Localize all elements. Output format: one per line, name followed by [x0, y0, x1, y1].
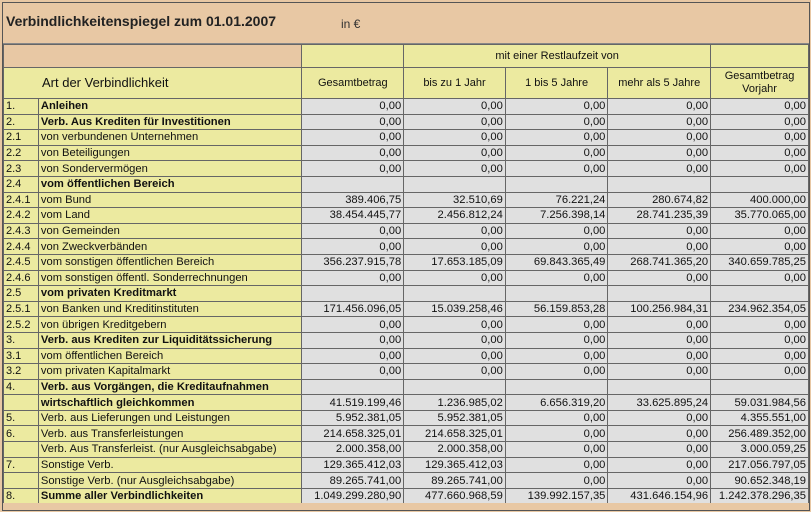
- cell-gesamtbetrag[interactable]: 356.237.915,78: [302, 254, 404, 270]
- cell-mehr-als-5-jahre[interactable]: 0,00: [608, 270, 711, 286]
- cell-gesamtbetrag[interactable]: 0,00: [302, 239, 404, 255]
- table-row: [4, 395, 809, 411]
- cell-gesamtbetrag[interactable]: 171.456.096,05: [302, 301, 404, 317]
- cell-1-bis-5-jahre[interactable]: 0,00: [505, 348, 608, 364]
- cell-mehr-als-5-jahre[interactable]: 0,00: [608, 317, 711, 333]
- table-row: [4, 442, 809, 458]
- cell-bis-1-jahr[interactable]: 2.456.812,24: [404, 208, 506, 224]
- cell-bis-1-jahr[interactable]: 0,00: [404, 332, 506, 348]
- row-label[interactable]: vom privaten Kreditmarkt: [38, 286, 302, 302]
- row-code[interactable]: 3.1: [4, 348, 39, 364]
- row-label[interactable]: vom sonstigen öffentl. Sonderrechnungen: [38, 270, 302, 286]
- table-row: [4, 239, 809, 255]
- cell-bis-1-jahr[interactable]: [404, 176, 506, 192]
- cell-bis-1-jahr[interactable]: 15.039.258,46: [404, 301, 506, 317]
- cell-gesamtbetrag-vorjahr[interactable]: 0,00: [711, 348, 809, 364]
- cell-1-bis-5-jahre[interactable]: 0,00: [505, 130, 608, 146]
- cell-1-bis-5-jahre[interactable]: 0,00: [505, 473, 608, 489]
- cell-1-bis-5-jahre[interactable]: 56.159.853,28: [505, 301, 608, 317]
- column-header-art: Art der Verbindlichkeit: [4, 68, 302, 99]
- row-label[interactable]: von Beteiligungen: [38, 145, 302, 161]
- row-code[interactable]: 1.: [4, 99, 39, 115]
- cell-bis-1-jahr[interactable]: [404, 379, 506, 395]
- row-label[interactable]: von Banken und Kreditinstituten: [38, 301, 302, 317]
- row-code[interactable]: 2.5: [4, 286, 39, 302]
- table-row: [4, 270, 809, 286]
- column-header-bis-1-jahr: bis zu 1 Jahr: [404, 68, 506, 99]
- cell-bis-1-jahr[interactable]: 0,00: [404, 317, 506, 333]
- cell-bis-1-jahr[interactable]: 89.265.741,00: [404, 473, 506, 489]
- cell-mehr-als-5-jahre[interactable]: 0,00: [608, 332, 711, 348]
- table-row: [4, 332, 809, 348]
- row-label[interactable]: vom öffentlichen Bereich: [38, 176, 302, 192]
- row-label[interactable]: Sonstige Verb. (nur Ausgleichsabgabe): [38, 473, 302, 489]
- row-label[interactable]: Summe aller Verbindlichkeiten: [38, 488, 302, 503]
- row-label[interactable]: Verb. Aus Transferleist. (nur Ausgleichsabgabe): [38, 442, 302, 458]
- cell-gesamtbetrag[interactable]: [302, 379, 404, 395]
- row-code[interactable]: 2.3: [4, 161, 39, 177]
- row-label[interactable]: Sonstige Verb.: [38, 457, 302, 473]
- cell-mehr-als-5-jahre[interactable]: 0,00: [608, 426, 711, 442]
- cell-bis-1-jahr[interactable]: 0,00: [404, 348, 506, 364]
- row-label[interactable]: von übrigen Kreditgebern: [38, 317, 302, 333]
- table-row: [4, 99, 809, 115]
- cell-gesamtbetrag[interactable]: 0,00: [302, 223, 404, 239]
- cell-bis-1-jahr[interactable]: 0,00: [404, 130, 506, 146]
- row-label[interactable]: Anleihen: [38, 99, 302, 115]
- cell-1-bis-5-jahre[interactable]: 0,00: [505, 317, 608, 333]
- cell-bis-1-jahr[interactable]: 1.236.985,02: [404, 395, 506, 411]
- row-label[interactable]: von verbundenen Unternehmen: [38, 130, 302, 146]
- cell-bis-1-jahr[interactable]: 477.660.968,59: [404, 488, 506, 503]
- row-code[interactable]: 6.: [4, 426, 39, 442]
- row-label[interactable]: vom privaten Kapitalmarkt: [38, 364, 302, 380]
- cell-gesamtbetrag-vorjahr[interactable]: 0,00: [711, 317, 809, 333]
- cell-mehr-als-5-jahre[interactable]: 0,00: [608, 223, 711, 239]
- cell-mehr-als-5-jahre[interactable]: 0,00: [608, 442, 711, 458]
- table-row: [4, 145, 809, 161]
- cell-bis-1-jahr[interactable]: 17.653.185,09: [404, 254, 506, 270]
- cell-gesamtbetrag-vorjahr[interactable]: [711, 379, 809, 395]
- cell-bis-1-jahr[interactable]: 2.000.358,00: [404, 442, 506, 458]
- row-code[interactable]: [4, 473, 39, 489]
- header-spacer-cell: [4, 45, 302, 68]
- cell-gesamtbetrag-vorjahr[interactable]: [711, 176, 809, 192]
- cell-gesamtbetrag[interactable]: [302, 176, 404, 192]
- cell-bis-1-jahr[interactable]: 0,00: [404, 270, 506, 286]
- cell-gesamtbetrag[interactable]: 129.365.412,03: [302, 457, 404, 473]
- table-row: [4, 426, 809, 442]
- cell-gesamtbetrag[interactable]: 0,00: [302, 348, 404, 364]
- cell-gesamtbetrag-vorjahr[interactable]: 0,00: [711, 99, 809, 115]
- cell-1-bis-5-jahre[interactable]: 0,00: [505, 426, 608, 442]
- cell-gesamtbetrag[interactable]: 0,00: [302, 161, 404, 177]
- cell-1-bis-5-jahre[interactable]: 0,00: [505, 161, 608, 177]
- row-label[interactable]: vom öffentlichen Bereich: [38, 348, 302, 364]
- row-label[interactable]: Verb. aus Krediten zur Liquiditätssicherung: [38, 332, 302, 348]
- cell-gesamtbetrag[interactable]: 38.454.445,77: [302, 208, 404, 224]
- cell-gesamtbetrag-vorjahr[interactable]: [711, 286, 809, 302]
- cell-gesamtbetrag-vorjahr[interactable]: 0,00: [711, 145, 809, 161]
- cell-mehr-als-5-jahre[interactable]: [608, 286, 711, 302]
- cell-mehr-als-5-jahre[interactable]: 0,00: [608, 473, 711, 489]
- row-code[interactable]: 7.: [4, 457, 39, 473]
- table-row: [4, 301, 809, 317]
- cell-gesamtbetrag[interactable]: 2.000.358,00: [302, 442, 404, 458]
- liabilities-table: [3, 44, 809, 503]
- cell-gesamtbetrag[interactable]: 214.658.325,01: [302, 426, 404, 442]
- cell-gesamtbetrag-vorjahr[interactable]: 256.489.352,00: [711, 426, 809, 442]
- cell-gesamtbetrag[interactable]: [302, 286, 404, 302]
- cell-gesamtbetrag-vorjahr[interactable]: 0,00: [711, 270, 809, 286]
- cell-mehr-als-5-jahre[interactable]: 280.674,82: [608, 192, 711, 208]
- cell-mehr-als-5-jahre[interactable]: 0,00: [608, 239, 711, 255]
- table-row: [4, 410, 809, 426]
- row-label[interactable]: von Sondervermögen: [38, 161, 302, 177]
- cell-1-bis-5-jahre[interactable]: 0,00: [505, 223, 608, 239]
- cell-gesamtbetrag[interactable]: 5.952.381,05: [302, 410, 404, 426]
- cell-bis-1-jahr[interactable]: 0,00: [404, 161, 506, 177]
- cell-1-bis-5-jahre[interactable]: 0,00: [505, 457, 608, 473]
- cell-gesamtbetrag[interactable]: 0,00: [302, 114, 404, 130]
- cell-mehr-als-5-jahre[interactable]: 0,00: [608, 348, 711, 364]
- cell-mehr-als-5-jahre[interactable]: 28.741.235,39: [608, 208, 711, 224]
- cell-mehr-als-5-jahre[interactable]: [608, 379, 711, 395]
- cell-gesamtbetrag-vorjahr[interactable]: 234.962.354,05: [711, 301, 809, 317]
- cell-gesamtbetrag-vorjahr[interactable]: 0,00: [711, 130, 809, 146]
- cell-bis-1-jahr[interactable]: 0,00: [404, 114, 506, 130]
- cell-bis-1-jahr[interactable]: 0,00: [404, 239, 506, 255]
- column-header-gesamtbetrag-vorjahr: Gesamtbetrag Vorjahr: [711, 68, 809, 99]
- cell-1-bis-5-jahre[interactable]: 0,00: [505, 332, 608, 348]
- cell-1-bis-5-jahre[interactable]: [505, 176, 608, 192]
- cell-gesamtbetrag-vorjahr[interactable]: 0,00: [711, 239, 809, 255]
- row-label[interactable]: Verb. aus Vorgängen, die Kreditaufnahmen: [38, 379, 302, 395]
- cell-mehr-als-5-jahre[interactable]: 0,00: [608, 114, 711, 130]
- row-code[interactable]: 2.2: [4, 145, 39, 161]
- cell-1-bis-5-jahre[interactable]: 0,00: [505, 99, 608, 115]
- row-code[interactable]: [4, 442, 39, 458]
- cell-gesamtbetrag-vorjahr[interactable]: 3.000.059,25: [711, 442, 809, 458]
- page-title: Verbindlichkeitenspiegel zum 01.01.2007: [6, 13, 277, 29]
- cell-gesamtbetrag-vorjahr[interactable]: 340.659.785,25: [711, 254, 809, 270]
- table-row: [4, 161, 809, 177]
- table-row: [4, 488, 809, 503]
- spreadsheet-window: [2, 2, 810, 511]
- row-code[interactable]: 2.4.4: [4, 239, 39, 255]
- row-label[interactable]: von Zweckverbänden: [38, 239, 302, 255]
- cell-bis-1-jahr[interactable]: 0,00: [404, 99, 506, 115]
- cell-gesamtbetrag-vorjahr[interactable]: 217.056.797,05: [711, 457, 809, 473]
- cell-1-bis-5-jahre[interactable]: 0,00: [505, 442, 608, 458]
- cell-1-bis-5-jahre[interactable]: 0,00: [505, 364, 608, 380]
- header-row-spacer: [4, 45, 809, 68]
- row-code[interactable]: 2.5.1: [4, 301, 39, 317]
- table-row: [4, 364, 809, 380]
- cell-1-bis-5-jahre[interactable]: [505, 379, 608, 395]
- cell-gesamtbetrag-vorjahr[interactable]: 0,00: [711, 114, 809, 130]
- cell-mehr-als-5-jahre[interactable]: 100.256.984,31: [608, 301, 711, 317]
- cell-bis-1-jahr[interactable]: 0,00: [404, 145, 506, 161]
- cell-1-bis-5-jahre[interactable]: 76.221,24: [505, 192, 608, 208]
- cell-gesamtbetrag[interactable]: 0,00: [302, 99, 404, 115]
- table-row: [4, 348, 809, 364]
- row-label[interactable]: vom sonstigen öffentlichen Bereich: [38, 254, 302, 270]
- row-code[interactable]: 3.: [4, 332, 39, 348]
- cell-1-bis-5-jahre[interactable]: 6.656.319,20: [505, 395, 608, 411]
- cell-gesamtbetrag[interactable]: 1.049.299.280,90: [302, 488, 404, 503]
- row-code[interactable]: 5.: [4, 410, 39, 426]
- row-label[interactable]: wirtschaftlich gleichkommen: [38, 395, 302, 411]
- cell-mehr-als-5-jahre[interactable]: 0,00: [608, 161, 711, 177]
- cell-bis-1-jahr[interactable]: 129.365.412,03: [404, 457, 506, 473]
- row-code[interactable]: 2.4.6: [4, 270, 39, 286]
- cell-gesamtbetrag[interactable]: 389.406,75: [302, 192, 404, 208]
- row-code[interactable]: 2.4: [4, 176, 39, 192]
- cell-gesamtbetrag[interactable]: 89.265.741,00: [302, 473, 404, 489]
- row-code[interactable]: 4.: [4, 379, 39, 395]
- table-row: [4, 286, 809, 302]
- table-row: [4, 317, 809, 333]
- row-label[interactable]: vom Bund: [38, 192, 302, 208]
- cell-mehr-als-5-jahre[interactable]: 0,00: [608, 145, 711, 161]
- cell-bis-1-jahr[interactable]: 0,00: [404, 364, 506, 380]
- cell-mehr-als-5-jahre[interactable]: 33.625.895,24: [608, 395, 711, 411]
- cell-gesamtbetrag-vorjahr[interactable]: 0,00: [711, 364, 809, 380]
- cell-gesamtbetrag-vorjahr[interactable]: 0,00: [711, 223, 809, 239]
- title-bar: [3, 3, 809, 44]
- cell-1-bis-5-jahre[interactable]: 0,00: [505, 114, 608, 130]
- cell-bis-1-jahr[interactable]: 0,00: [404, 223, 506, 239]
- cell-bis-1-jahr[interactable]: [404, 286, 506, 302]
- table-row: [4, 473, 809, 489]
- cell-1-bis-5-jahre[interactable]: 7.256.398,14: [505, 208, 608, 224]
- cell-bis-1-jahr[interactable]: 214.658.325,01: [404, 426, 506, 442]
- header-blank-cell: [302, 45, 404, 68]
- cell-gesamtbetrag[interactable]: 0,00: [302, 364, 404, 380]
- cell-1-bis-5-jahre[interactable]: 0,00: [505, 239, 608, 255]
- header-group-label: mit einer Restlaufzeit von: [404, 45, 711, 68]
- row-label[interactable]: vom Land: [38, 208, 302, 224]
- cell-gesamtbetrag-vorjahr[interactable]: 1.242.378.296,35: [711, 488, 809, 503]
- row-code[interactable]: 2.4.1: [4, 192, 39, 208]
- cell-1-bis-5-jahre[interactable]: [505, 286, 608, 302]
- currency-label: in €: [341, 17, 361, 31]
- row-label[interactable]: Verb. aus Lieferungen und Leistungen: [38, 410, 302, 426]
- cell-gesamtbetrag[interactable]: 0,00: [302, 130, 404, 146]
- cell-gesamtbetrag-vorjahr[interactable]: 90.652.348,19: [711, 473, 809, 489]
- cell-bis-1-jahr[interactable]: 5.952.381,05: [404, 410, 506, 426]
- cell-1-bis-5-jahre[interactable]: 0,00: [505, 410, 608, 426]
- cell-gesamtbetrag[interactable]: 0,00: [302, 317, 404, 333]
- table-row: [4, 254, 809, 270]
- cell-gesamtbetrag[interactable]: 0,00: [302, 270, 404, 286]
- cell-gesamtbetrag[interactable]: 0,00: [302, 145, 404, 161]
- cell-mehr-als-5-jahre[interactable]: 268.741.365,20: [608, 254, 711, 270]
- cell-1-bis-5-jahre[interactable]: 69.843.365,49: [505, 254, 608, 270]
- table-row: [4, 192, 809, 208]
- row-code[interactable]: 2.: [4, 114, 39, 130]
- column-header-gesamtbetrag: Gesamtbetrag: [302, 68, 404, 99]
- table-row: [4, 208, 809, 224]
- cell-gesamtbetrag-vorjahr[interactable]: 0,00: [711, 161, 809, 177]
- row-code[interactable]: 8.: [4, 488, 39, 503]
- header-row-columns: [4, 68, 809, 99]
- cell-gesamtbetrag-vorjahr[interactable]: 0,00: [711, 332, 809, 348]
- cell-mehr-als-5-jahre[interactable]: 0,00: [608, 364, 711, 380]
- table-row: [4, 114, 809, 130]
- row-code[interactable]: 2.5.2: [4, 317, 39, 333]
- cell-bis-1-jahr[interactable]: 32.510,69: [404, 192, 506, 208]
- table-row: [4, 176, 809, 192]
- row-code[interactable]: 3.2: [4, 364, 39, 380]
- table-row: [4, 130, 809, 146]
- cell-gesamtbetrag[interactable]: 41.519.199,46: [302, 395, 404, 411]
- row-code[interactable]: 2.4.3: [4, 223, 39, 239]
- cell-gesamtbetrag-vorjahr[interactable]: 35.770.065,00: [711, 208, 809, 224]
- cell-gesamtbetrag-vorjahr[interactable]: 59.031.984,56: [711, 395, 809, 411]
- cell-mehr-als-5-jahre[interactable]: 0,00: [608, 410, 711, 426]
- column-header-1-bis-5-jahre: 1 bis 5 Jahre: [505, 68, 608, 99]
- table-row: [4, 223, 809, 239]
- row-code[interactable]: 2.4.5: [4, 254, 39, 270]
- row-code[interactable]: 2.1: [4, 130, 39, 146]
- row-label[interactable]: Verb. Aus Krediten für Investitionen: [38, 114, 302, 130]
- row-label[interactable]: von Gemeinden: [38, 223, 302, 239]
- cell-gesamtbetrag-vorjahr[interactable]: 4.355.551,00: [711, 410, 809, 426]
- cell-mehr-als-5-jahre[interactable]: 0,00: [608, 457, 711, 473]
- row-code[interactable]: [4, 395, 39, 411]
- cell-mehr-als-5-jahre[interactable]: 0,00: [608, 130, 711, 146]
- cell-mehr-als-5-jahre[interactable]: [608, 176, 711, 192]
- column-header-mehr-als-5-jahre: mehr als 5 Jahre: [608, 68, 711, 99]
- cell-1-bis-5-jahre[interactable]: 0,00: [505, 145, 608, 161]
- cell-1-bis-5-jahre[interactable]: 0,00: [505, 270, 608, 286]
- row-code[interactable]: 2.4.2: [4, 208, 39, 224]
- cell-gesamtbetrag[interactable]: 0,00: [302, 332, 404, 348]
- table-row: [4, 379, 809, 395]
- cell-mehr-als-5-jahre[interactable]: 431.646.154,96: [608, 488, 711, 503]
- table-row: [4, 457, 809, 473]
- cell-gesamtbetrag-vorjahr[interactable]: 400.000,00: [711, 192, 809, 208]
- row-label[interactable]: Verb. aus Transferleistungen: [38, 426, 302, 442]
- header-blank-cell: [711, 45, 809, 68]
- cell-1-bis-5-jahre[interactable]: 139.992.157,35: [505, 488, 608, 503]
- cell-mehr-als-5-jahre[interactable]: 0,00: [608, 99, 711, 115]
